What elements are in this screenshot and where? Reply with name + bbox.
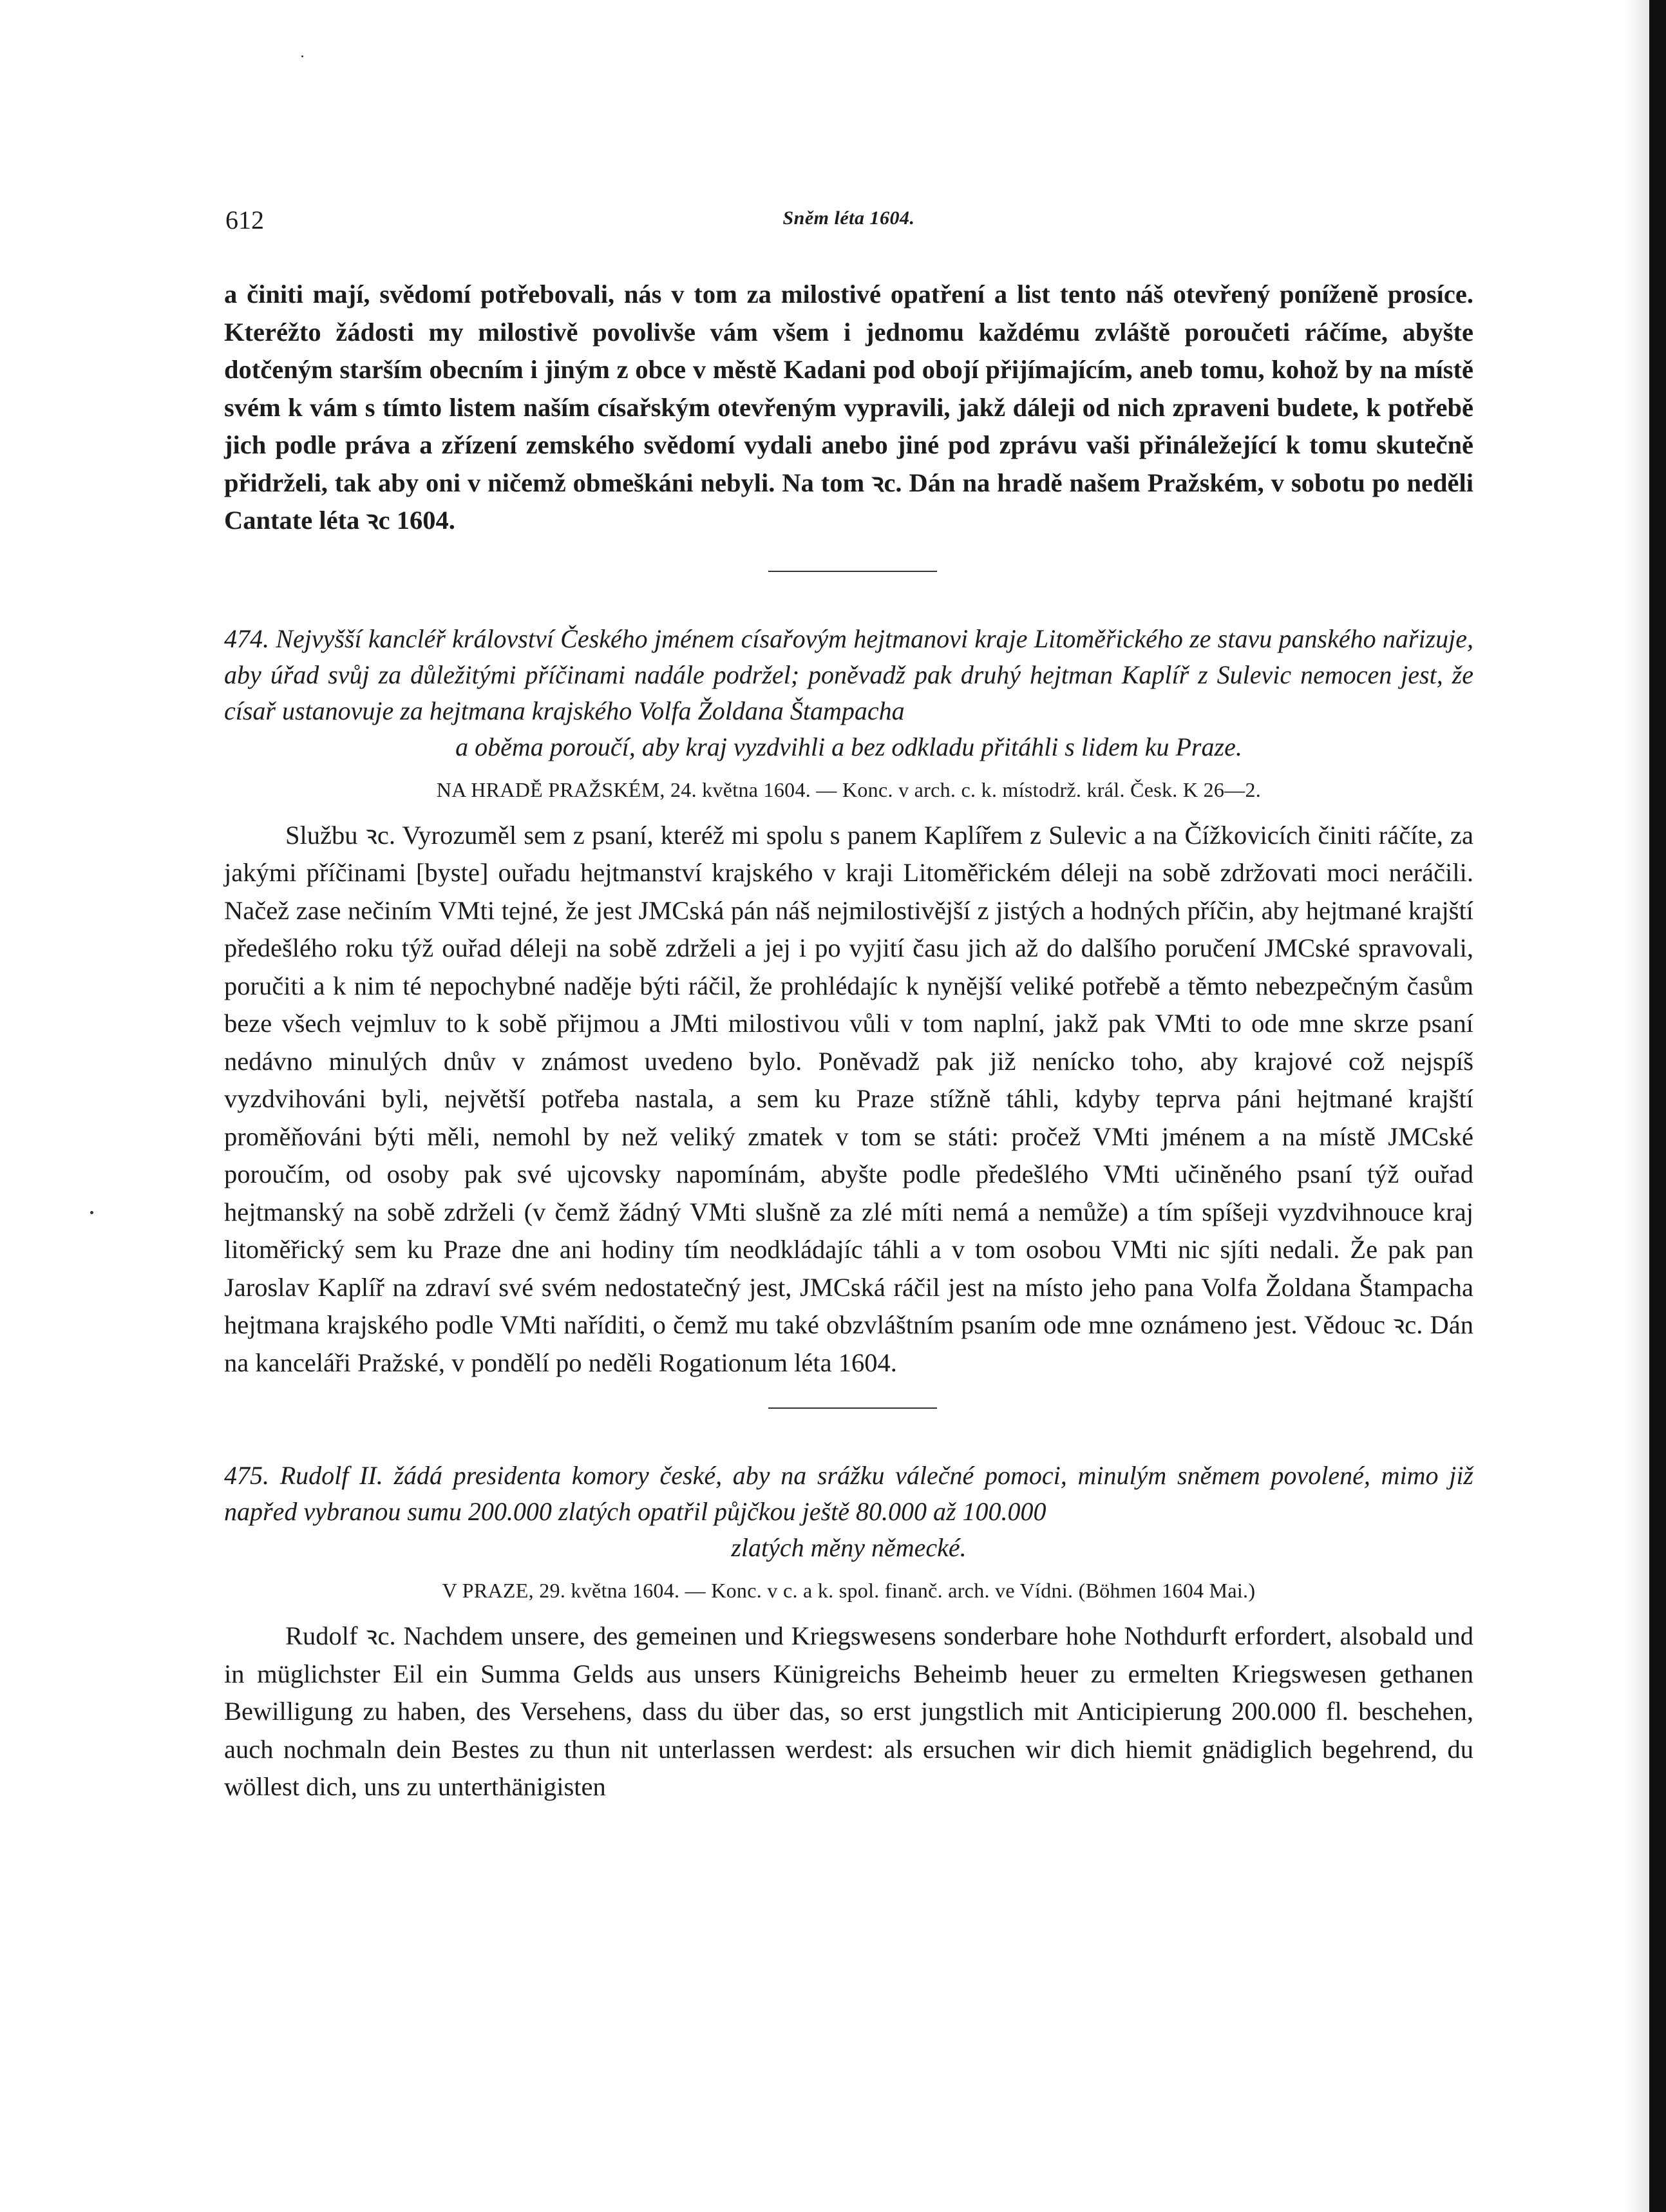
scan-speck [90, 1211, 93, 1214]
document-body: Rudolf ꝛc. Nachdem unsere, des gemeinen und Kriegswesens sonderbare hohe Nothdurft erfordert, alsobald und in müglichster Eil ein Summa Gelds aus unsers Künigreichs Beheimb heuer zu ermelten Kriegswesen gethanen Bewilligung zu haben, des Versehens, dass du über das, so erst jungstlich mit Anticipierung 200.000 fl. beschehen, auch nochmaln dein Bestes zu thun nit unterlassen werdest: als ersuchen wir dich hiemit gnädiglich begehrend, du wöllest dich, uns zu unterthänigisten [224, 1621, 1473, 1801]
document-475 [224, 1458, 1473, 1806]
running-head [224, 205, 1473, 243]
document-heading-text: 474. Nejvyšší kancléř království Českého jménem císařovým hejtmanovi kraje Litoměřického ze stavu panského nařizuje, aby úřad svůj za důležitými příčinami nadále podržel; poněvadž pak druhý hejtman Kaplíř z Sulevic nemocen jest, že císař ustanovuje za hejtmana krajského Volfa Žoldana Štampacha [224, 624, 1473, 725]
document-heading [224, 1458, 1473, 1566]
document-source-line: NA HRADĚ PRAŽSKÉM, 24. května 1604. — Konc. v arch. c. k. místodrž. král. Česk. K 26—2. [436, 777, 1262, 801]
scan-shadow [1623, 0, 1649, 2212]
page-number: 612 [225, 205, 264, 234]
intro-paragraph: a činiti mají, svědomí potřebovali, nás v tom za milostivé opatření a list tento náš otevřený poníženě prosíce. Kteréžto žádosti my milostivě povolivše vám všem i jednomu každému zvláště poroučeti ráčíme, abyšte dotčeným starším obecním i jiným z obce v městě Kadani pod obojí přijímajícím, aneb tomu, kohož by na místě svém k vám s tímto listem naším císařským otevřeným vypravili, jakž dáleji od nich zpraveni budete, k potřebě jich podle práva a zřízení zemského svědomí vydali anebo jiné pod zprávu vaši přináležející k tomu skutečně přidrželi, tak aby oni v ničemž obmeškáni nebyli. Na tom ꝛc. Dán na hradě našem Pražském, v sobotu po neděli Cantate léta ꝛc 1604. [224, 280, 1473, 535]
document-heading [224, 621, 1473, 765]
scan-border [1649, 0, 1666, 2212]
document-heading-text: 475. Rudolf II. žádá presidenta komory české, aby na srážku válečné pomoci, minulým sněmem povolené, mimo již napřed vybranou sumu 200.000 zlatých opatřil půjčkou ještě 80.000 až 100.000 [224, 1461, 1473, 1526]
document-heading-last-line: zlatých měny německé. [731, 1533, 967, 1562]
page-content [224, 205, 1473, 1806]
running-title: Sněm léta 1604. [782, 207, 915, 229]
document-source-line: V PRAZE, 29. května 1604. — Konc. v c. a k. spol. finanč. arch. ve Vídni. (Böhmen 1604 Mai.) [442, 1579, 1256, 1602]
section-divider [768, 1407, 937, 1409]
document-heading-last-line: a oběma poroučí, aby kraj vyzdvihli a bez odkladu přitáhli s lidem ku Praze. [455, 732, 1242, 761]
document-body: Službu ꝛc. Vyrozuměl sem z psaní, kteréž mi spolu s panem Kaplířem z Sulevic a na Čížkovicích činiti ráčíte, za jakými příčinami [byste] ouřadu hejtmanství krajského v kraji Litoměřickém déleji na sobě zdržovati moci neráčili. Načež zase nečiním VMti tejné, že jest JMCská pán náš nejmilostivější z jistých a hodných příčin, aby hejtmané krajští předešlého roku týž ouřad déleji na sobě zdrželi a jej i po vyjití času jich až do dalšího poručení JMCské spravovali, poručiti a k nim té nepochybné naděje býti ráčil, že prohlédajíc k nynější veliké potřebě a těmto nebezpečným časům beze všech vejmluv to k sobě přijmou a JMti milostivou vůli v tom naplní, jakž pak VMti to ode mne skrze psaní nedávno minulých dnův v známost uvedeno bylo. Poněvadž pak již nenícko toho, aby krajové což nejspíš vyzdvihováni byli, největší potřeba nastala, a sem ku Praze stížně táhli, kdyby teprva páni hejtmané krajští proměňováni býti měli, nemohl by než veliký zmatek v tom se státi: pročež VMti jménem a na místě JMCské poroučím, od osoby pak své ujcovsky napomínám, abyšte podle předešlého VMti učiněného psaní týž ouřad hejtmanský na sobě zdrželi (v čemž žádný VMti slušně za zlé míti nemá a nemůže) a tím spíšeji vyzdvihnouce kraj litoměřický sem ku Praze dne ani hodiny tím neodkládajíc táhli a v tom osobou VMti nic sjíti nedali. Že pak pan Jaroslav Kaplíř na zdraví své svém nedostatečný jest, JMCská ráčil jest na místo jeho pana Volfa Žoldana Štampacha hejtmana krajského podle VMti naříditi, o čemž mu také obzvláštním psaním ode mne oznámeno jest. Vědouc ꝛc. Dán na kanceláři Pražské, v pondělí po neděli Rogationum léta 1604. [224, 820, 1473, 1377]
section-divider [768, 571, 937, 572]
document-474 [224, 621, 1473, 1382]
scan-speck [301, 55, 303, 57]
